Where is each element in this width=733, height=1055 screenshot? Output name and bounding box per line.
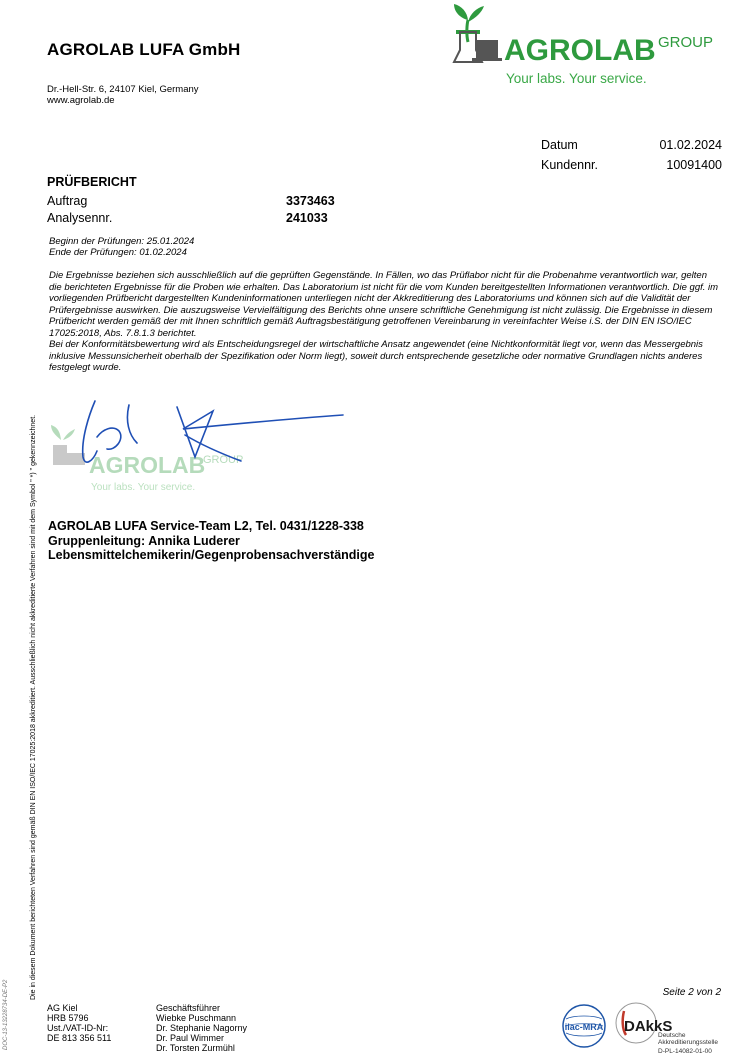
svg-text:Your labs. Your service.: Your labs. Your service. — [91, 482, 196, 493]
datum-label: Datum — [541, 138, 578, 152]
lab-flask-icon — [454, 32, 502, 62]
disclaimer — [49, 270, 719, 374]
svg-text:Deutsche: Deutsche — [658, 1032, 686, 1039]
svg-text:ilac-MRA: ilac-MRA — [564, 1022, 604, 1032]
accreditation-note: Die in diesem Dokument berichteten Verfahren sind gemäß DIN EN ISO/IEC 17025:2018 akkreditiert. Ausschließlich nicht akkreditierte Verfahren sind mit dem Symbol " *) " gekennzeichnet. — [30, 414, 37, 1000]
team-line: AGROLAB LUFA Service-Team L2, Tel. 0431/1228-338 — [48, 519, 364, 533]
dakks-logo — [614, 1001, 726, 1055]
svg-text:AGROLAB: AGROLAB — [504, 34, 656, 67]
website: www.agrolab.de — [47, 95, 115, 106]
footer-line: HRB 5796 — [47, 1013, 89, 1023]
svg-text:DAkkS: DAkkS — [624, 1018, 673, 1035]
begin-date: Beginn der Prüfungen: 25.01.2024 — [49, 236, 195, 247]
page-number: Seite 2 von 2 — [662, 987, 721, 998]
kundennr-value: 10091400 — [666, 158, 722, 172]
address-line: Dr.-Hell-Str. 6, 24107 Kiel, Germany — [47, 84, 199, 95]
footer-line: Geschäftsführer — [156, 1003, 221, 1013]
footer-line: AG Kiel — [47, 1003, 78, 1013]
footer-registry — [47, 1003, 111, 1043]
svg-text:D-PL-14082-01-00: D-PL-14082-01-00 — [658, 1048, 712, 1055]
auftrag-label: Auftrag — [47, 194, 88, 208]
team-lead: Gruppenleitung: Annika Luderer — [48, 533, 240, 548]
team-role: Lebensmittelchemikerin/Gegenprobensachverständige — [48, 548, 375, 562]
footer-line: Dr. Torsten Zurmühl — [156, 1043, 235, 1053]
footer-line: Dr. Stephanie Nagorny — [156, 1023, 248, 1033]
test-dates — [49, 236, 194, 258]
analysennr-value: 241033 — [286, 211, 328, 225]
svg-text:GROUP: GROUP — [658, 34, 714, 51]
footer-line: DE 813 356 511 — [47, 1033, 112, 1043]
svg-text:GROUP: GROUP — [203, 454, 244, 466]
footer-line: Dr. Paul Wimmer — [156, 1033, 225, 1043]
footer-line: Ust./VAT-ID-Nr: — [47, 1023, 109, 1033]
svg-text:AGROLAB: AGROLAB — [89, 452, 206, 478]
kundennr-label: Kundennr. — [541, 158, 598, 172]
company-name: AGROLAB LUFA GmbH — [47, 40, 241, 59]
end-date: Ende der Prüfungen: 01.02.2024 — [49, 247, 187, 258]
disclaimer-paragraph: Die Ergebnisse beziehen sich ausschließlich auf die geprüften Gegenstände. In Fällen, wo das Prüflabor nicht für die Probenahme verantwortlich war, gelten die berichteten Ergebnisse für die Proben wie erhalten. Das Laboratorium ist nicht für die vom Kunden bereitgestellten Informationen verantwortlich. Die ggf. im vorliegenden Prüfbericht dargestellten Kundeninformationen unterliegen nicht der Akkreditierung des Laboratoriums und können sich auf die Validität der Prüfergebnisse auswirken. Die auszugsweise Vervielfältigung des Berichts ohne unsere schriftliche Genehmigung ist nicht zulässig. Die Ergebnisse in diesem Prüfbericht werden gemäß der mit Ihnen schriftlich gemäß Auftragsbestätigung getroffenen Vereinbarung in vereinfachter Weise i.S. der DIN EN ISO/IEC 17025:2018, Abs. 7.8.1.3 berichtet. — [49, 270, 719, 339]
plant-icon — [454, 4, 484, 42]
svg-text:Your labs. Your service.: Your labs. Your service. — [506, 71, 647, 86]
faded-agrolab-logo — [51, 425, 243, 493]
auftrag-value: 3373463 — [286, 194, 335, 208]
analysennr-label: Analysennr. — [47, 211, 113, 225]
agrolab-logo — [452, 2, 727, 87]
company-address — [47, 84, 199, 106]
datum-value: 01.02.2024 — [659, 138, 722, 152]
footer-management — [156, 1003, 247, 1053]
signature-stamp — [45, 395, 355, 500]
disclaimer-paragraph: Bei der Konformitätsbewertung wird als Entscheidungsregel der wirtschaftliche Ansatz angewendet (eine Nichtkonformität liegt vor, wenn das Messergebnis inklusive Messunsicherheit oberhalb der Spezifikation oder Norm liegt), soweit durch entsprechende gesetzliche oder normative Grundlagen nichts anderes festgelegt wurde. — [49, 339, 703, 373]
service-team — [48, 519, 375, 563]
ilac-mra-logo — [560, 1003, 608, 1049]
document-code: DOC-13-13228734-DE-P2 — [3, 979, 9, 1050]
svg-text:Akkreditierungsstelle: Akkreditierungsstelle — [658, 1039, 718, 1046]
footer-line: Wiebke Puschmann — [156, 1013, 237, 1023]
report-title: PRÜFBERICHT — [47, 175, 137, 189]
